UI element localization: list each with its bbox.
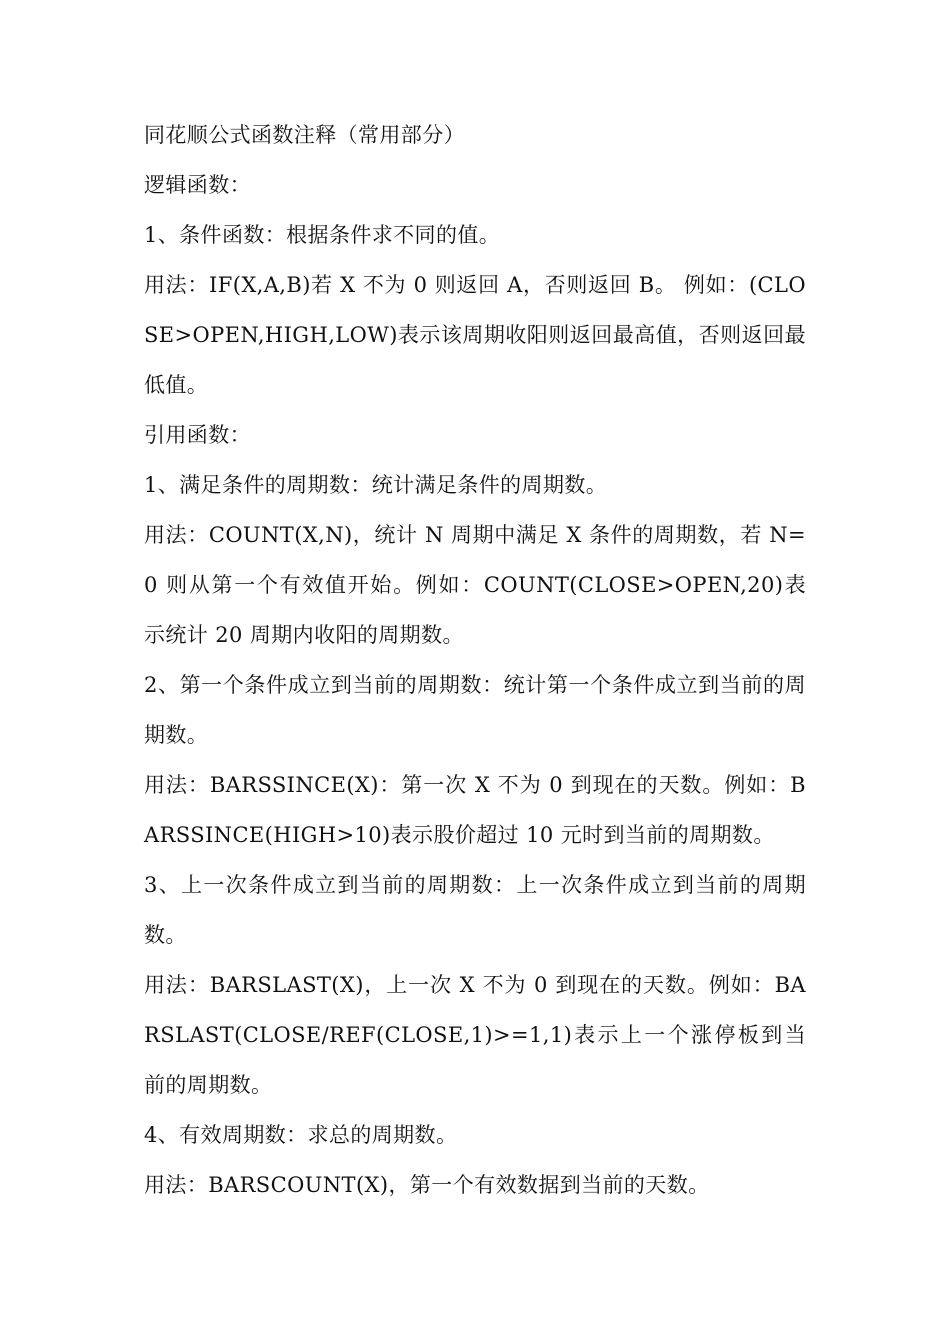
reference-item-4-usage: 用法：BARSCOUNT(X)，第一个有效数据到当前的天数。 bbox=[144, 1173, 710, 1197]
section-heading-logic: 逻辑函数： bbox=[144, 173, 251, 197]
section-heading-reference: 引用函数： bbox=[144, 423, 251, 447]
logic-item-1-usage: 用法：IF(X,A,B)若 X 不为 0 则返回 A，否则返回 B。 例如：(CLOSE>OPEN,HIGH,LOW)表示该周期收阳则返回最高值，否则返回最低值。 bbox=[144, 273, 806, 397]
reference-item-3-title: 3、上一次条件成立到当前的周期数：上一次条件成立到当前的周期数。 bbox=[144, 873, 806, 947]
reference-item-2-title: 2、第一个条件成立到当前的周期数：统计第一个条件成立到当前的周期数。 bbox=[144, 673, 806, 747]
document-title: 同花顺公式函数注释（常用部分） bbox=[144, 123, 465, 147]
reference-item-1-usage: 用法：COUNT(X,N)，统计 N 周期中满足 X 条件的周期数，若 N=0 则从第一个有效值开始。例如：COUNT(CLOSE>OPEN,20)表示统计 20 周期内收阳的周期数。 bbox=[144, 523, 806, 647]
reference-item-4-title: 4、有效周期数：求总的周期数。 bbox=[144, 1123, 458, 1147]
document-body bbox=[144, 110, 806, 1210]
reference-item-2-usage: 用法：BARSSINCE(X)：第一次 X 不为 0 到现在的天数。例如：BARSSINCE(HIGH>10)表示股价超过 10 元时到当前的周期数。 bbox=[144, 773, 806, 847]
reference-item-1-title: 1、满足条件的周期数：统计满足条件的周期数。 bbox=[144, 473, 608, 497]
logic-item-1-title: 1、条件函数：根据条件求不同的值。 bbox=[144, 223, 501, 247]
reference-item-3-usage: 用法：BARSLAST(X)，上一次 X 不为 0 到现在的天数。例如：BARSLAST(CLOSE/REF(CLOSE,1)>=1,1)表示上一个涨停板到当前的周期数。 bbox=[144, 973, 806, 1097]
